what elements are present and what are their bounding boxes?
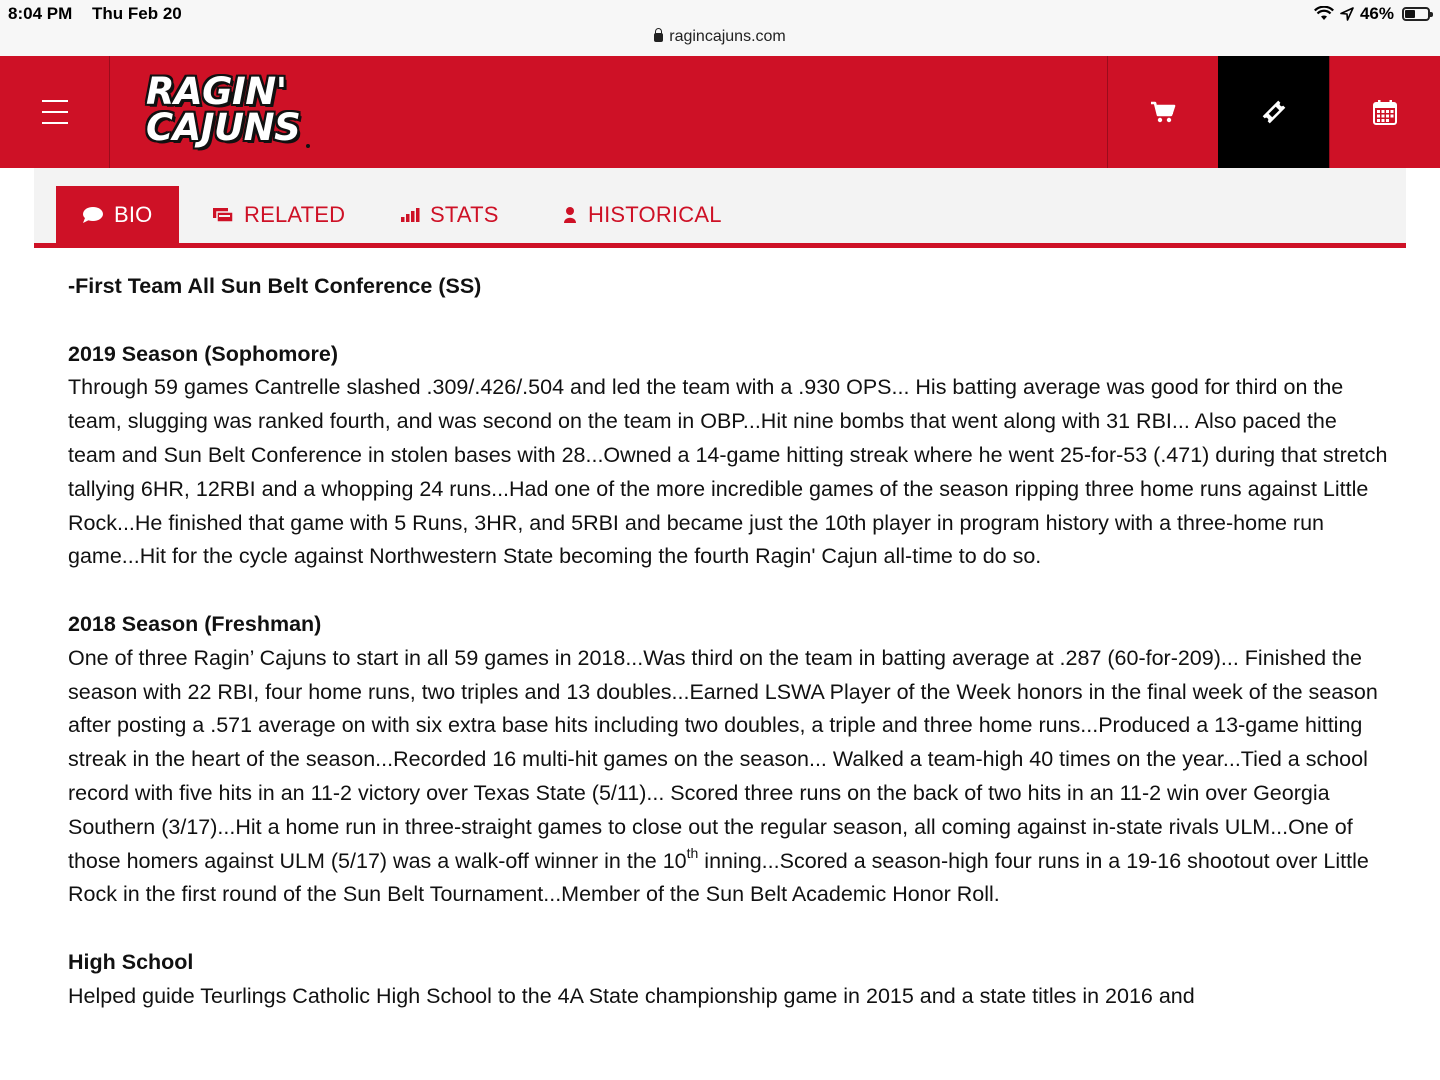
menu-icon (42, 100, 68, 124)
bar-chart-icon (400, 207, 420, 223)
ragin-cajuns-logo[interactable] (146, 70, 316, 156)
cart-button[interactable] (1107, 56, 1218, 168)
site-header (0, 56, 1440, 168)
season-2019-text: Through 59 games Cantrelle slashed .309/.426/.504 and led the team with a .930 OPS... His batting average was good for third on the team, slugging was ranked fourth, and was second on the team in OBP...Hit nine bombs that went along with 31 RBI... Also paced the team and Sun Belt Conference in stolen bases with 28...Owned a 14-game hitting streak where he went 25-for-53 (.471) during that stretch tallying 6HR, 12RBI and a whopping 24 runs...Had one of the more incredible games of the season ripping three home runs against Little Rock...He finished that game with 5 Runs, 3HR, and 5RBI and became just the 10th player in program history with a three-home run game...Hit for the cycle against Northwestern State becoming the fourth Ragin' Cajun all-time to do so. (68, 375, 1388, 569)
bio-content (68, 270, 1388, 1014)
logo-line-1: RAGIN' (146, 70, 287, 113)
ordinal-suffix: th (686, 844, 699, 861)
menu-button[interactable] (0, 56, 110, 168)
calendar-button[interactable] (1329, 56, 1440, 168)
tab-stats[interactable] (400, 186, 499, 243)
ticket-icon (1260, 98, 1288, 126)
tab-stats-label: STATS (430, 201, 499, 227)
tab-historical-label: HISTORICAL (588, 201, 722, 227)
speech-bubble-icon (82, 206, 104, 224)
bio-honor: -First Team All Sun Belt Conference (SS) (68, 274, 482, 298)
url-text: ragincajuns.com (669, 28, 786, 45)
cards-icon (212, 207, 234, 223)
tickets-button[interactable] (1218, 56, 1329, 168)
address-bar[interactable] (0, 28, 1440, 46)
tab-related[interactable] (212, 186, 345, 243)
tab-bio[interactable] (56, 186, 179, 243)
season-2018-text (68, 642, 1388, 912)
person-icon (562, 206, 578, 224)
tab-historical[interactable] (562, 186, 722, 243)
tab-bio-label: BIO (114, 201, 153, 227)
season-2018-heading: 2018 Season (Freshman) (68, 611, 322, 636)
wifi-icon (1314, 6, 1334, 22)
high-school-heading: High School (68, 949, 194, 974)
registered-mark (306, 144, 310, 148)
season-2018-text-part1: One of three Ragin’ Cajuns to start in all 59 games in 2018...Was third on the team in batting average at .287 (60-for-209)... Finished the season with 22 RBI, four home runs, two triples and 13 doubles...Earned LSWA Player of the Week honors in the final week of the season after posting a .571 average on with six extra base hits including two doubles, a triple and three home runs...Produced a 13-game hitting streak in the heart of the season...Recorded 16 multi-hit games on the season... Walked a team-high 40 times on the year...Tied a school record with five hits in an 11-2 victory over Texas State (5/11)... Scored three runs on the back of two hits in an 11-2 win over Georgia Southern (3/17)...Hit a home run in three-straight games to close out the regular season, all coming against in-state rivals ULM...One of those homers against ULM (5/17) was a walk-off winner in the 10 (68, 645, 1378, 873)
battery-level (1405, 10, 1415, 18)
battery-icon (1402, 7, 1430, 21)
calendar-icon (1373, 99, 1397, 125)
profile-tabs (34, 168, 1406, 248)
status-indicators (1314, 4, 1430, 24)
status-date: Thu Feb 20 (92, 4, 182, 23)
lock-icon (654, 33, 663, 42)
season-2019-heading: 2019 Season (Sophomore) (68, 341, 339, 366)
status-bar (0, 0, 1440, 56)
status-time: 8:04 PM (8, 4, 73, 23)
logo-line-2: CAJUNS (146, 106, 301, 149)
season-2018-text-part2: inning...Scored a season-high four runs in a 19-16 shootout over Little Rock in the first round of the Sun Belt Tournament...Member of the Sun Belt Academic Honor Roll. (68, 848, 1369, 907)
high-school-text: Helped guide Teurlings Catholic High School to the 4A State championship game in 2015 and a state titles in 2016 and (68, 983, 1195, 1008)
location-arrow-icon (1340, 7, 1354, 21)
tab-related-label: RELATED (244, 201, 346, 227)
cart-icon (1150, 101, 1176, 123)
battery-percent: 46% (1359, 4, 1394, 23)
